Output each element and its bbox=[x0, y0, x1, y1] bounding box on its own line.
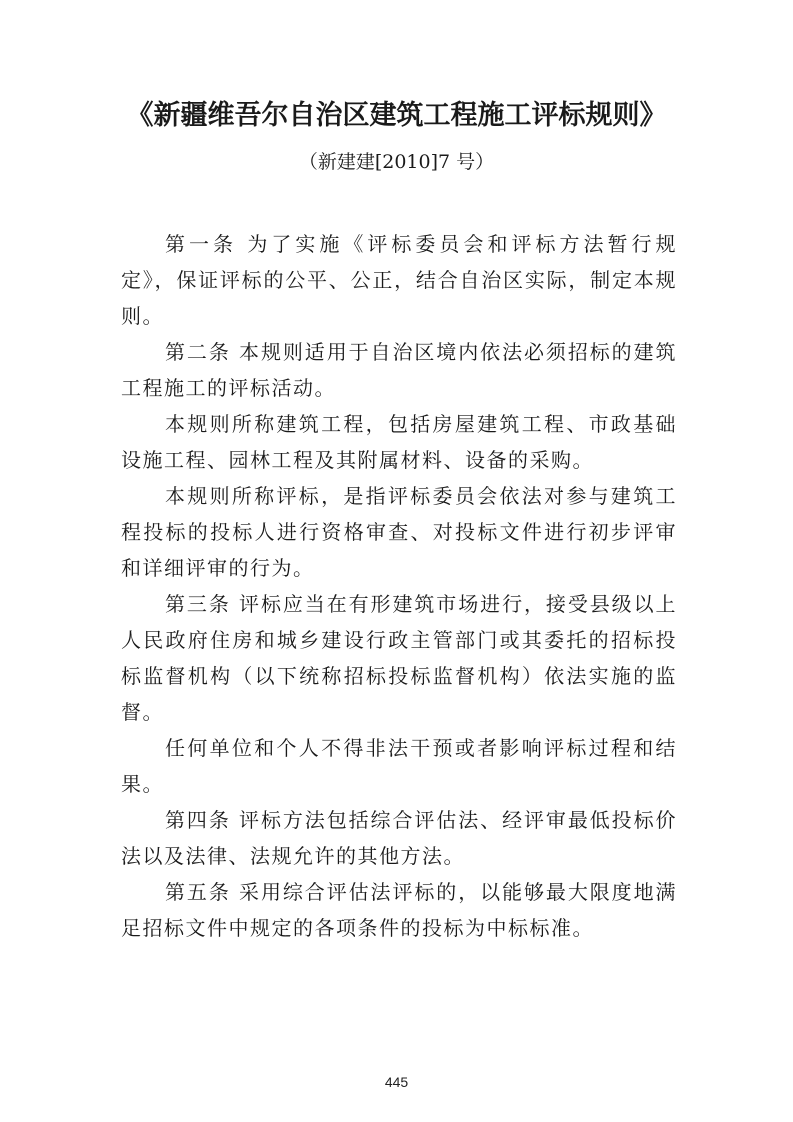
page-number: 445 bbox=[384, 1074, 409, 1090]
paragraph-no-interference: 任何单位和个人不得非法干预或者影响评标过程和结果。 bbox=[121, 736, 677, 796]
paragraph-definition-construction: 本规则所称建筑工程，包括房屋建筑工程、市政基础设施工程、园林工程及其附属材料、设备的采购。 bbox=[121, 412, 677, 472]
paragraph-article-1: 第一条 为了实施《评标委员会和评标方法暂行规定》，保证评标的公平、公正，结合自治区实际，制定本规则。 bbox=[121, 232, 677, 328]
paragraph-article-3: 第三条 评标应当在有形建筑市场进行，接受县级以上人民政府住房和城乡建设行政主管部门或其委托的招标投标监督机构（以下统称招标投标监督机构）依法实施的监督。 bbox=[121, 592, 677, 724]
paragraph-article-4: 第四条 评标方法包括综合评估法、经评审最低投标价法以及法律、法规允许的其他方法。 bbox=[121, 808, 677, 868]
paragraph-article-5: 第五条 采用综合评估法评标的，以能够最大限度地满足招标文件中规定的各项条件的投标为中标标准。 bbox=[121, 880, 677, 940]
document-body bbox=[121, 226, 677, 946]
paragraph-article-2: 第二条 本规则适用于自治区境内依法必须招标的建筑工程施工的评标活动。 bbox=[121, 340, 677, 400]
document-number: （新建建[2010]7 号） bbox=[298, 151, 495, 173]
paragraph-definition-evaluation: 本规则所称评标，是指评标委员会依法对参与建筑工程投标的投标人进行资格审查、对投标文件进行初步评审和详细评审的行为。 bbox=[121, 484, 677, 580]
document-title: 《新疆维吾尔自治区建筑工程施工评标规则》 bbox=[126, 100, 667, 131]
